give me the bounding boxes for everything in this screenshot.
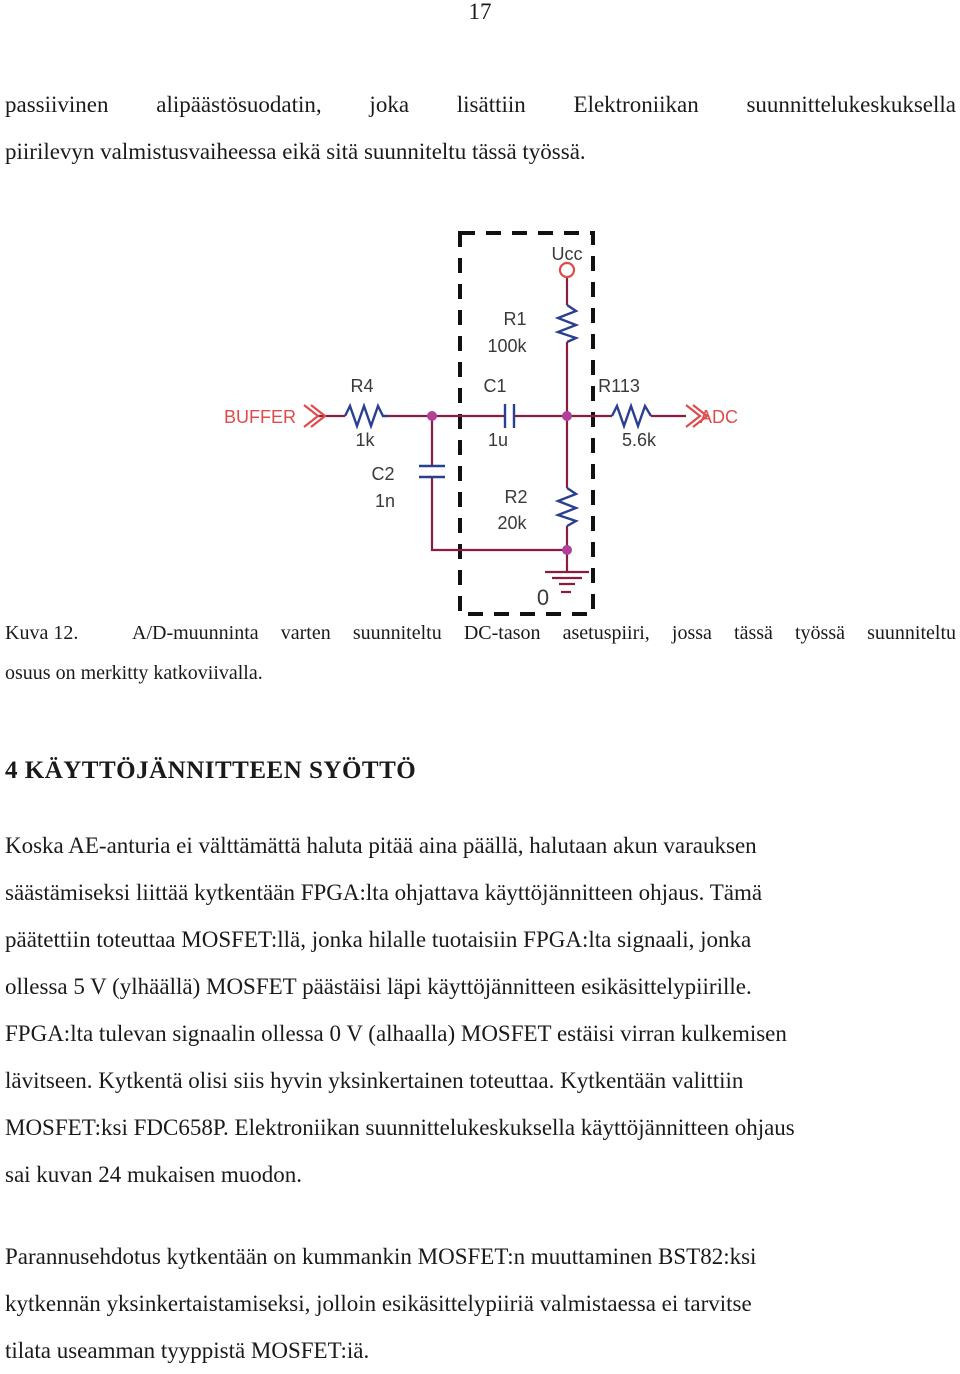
text-line: kytkennän yksinkertaistamiseksi, jolloin esikäsittelypiiriä valmistaessa ei tarvitse bbox=[5, 1291, 752, 1316]
ucc-terminal bbox=[560, 263, 574, 277]
capacitor-c2 bbox=[419, 466, 445, 477]
text-line: tilata useamman tyyppistä MOSFET:iä. bbox=[5, 1338, 370, 1363]
text-line: piirilevyn valmistusvaiheessa eikä sitä suunniteltu tässä työssä. bbox=[5, 139, 586, 164]
text-line: ollessa 5 V (ylhäällä) MOSFET päästäisi läpi käyttöjännitteen esikäsittelypiirille. bbox=[5, 974, 752, 999]
section-paragraph-1 bbox=[5, 822, 956, 1198]
text-line: Koska AE-anturia ei välttämättä haluta pitää aina päällä, halutaan akun varauksen bbox=[5, 833, 757, 858]
intro-paragraph bbox=[5, 81, 956, 175]
r2-name-label: R2 bbox=[504, 487, 528, 507]
text-line: päätettiin toteuttaa MOSFET:llä, jonka hilalle tuotaisiin FPGA:lta signaali, jonka bbox=[5, 927, 752, 952]
adc-label: ADC bbox=[700, 407, 739, 427]
text-line: Parannusehdotus kytkentään on kummankin MOSFET:n muuttaminen BST82:ksi bbox=[5, 1244, 757, 1269]
ground-label: 0 bbox=[536, 585, 550, 610]
text-line: passiivinen alipäästösuodatin, joka lisättiin Elektroniikan suunnittelukeskuksella bbox=[5, 92, 956, 117]
r4-value-label: 1k bbox=[355, 430, 375, 450]
resistor-r4 bbox=[345, 406, 388, 426]
capacitor-c1 bbox=[505, 404, 514, 428]
caption-text-continued: osuus on merkitty katkoviivalla. bbox=[5, 662, 263, 684]
section-paragraph-2 bbox=[5, 1233, 956, 1374]
text-line: lävitseen. Kytkentä olisi siis hyvin yksinkertainen toteuttaa. Kytkentään valittiin bbox=[5, 1068, 744, 1093]
ground-symbol bbox=[545, 572, 589, 592]
text-line: MOSFET:ksi FDC658P. Elektroniikan suunnittelukeskuksella käyttöjännitteen ohjaus bbox=[5, 1115, 795, 1140]
dashed-boundary bbox=[460, 233, 593, 614]
page-number: 17 bbox=[468, 0, 492, 24]
junction-node bbox=[562, 411, 572, 421]
c2-name-label: C2 bbox=[371, 464, 395, 484]
junction-node bbox=[427, 411, 437, 421]
text-line: FPGA:lta tulevan signaalin ollessa 0 V (alhaalla) MOSFET estäisi virran kulkemisen bbox=[5, 1021, 787, 1046]
resistor-r1 bbox=[558, 305, 576, 342]
c1-name-label: C1 bbox=[483, 376, 507, 396]
r4-name-label: R4 bbox=[350, 376, 374, 396]
c2-value-label: 1n bbox=[374, 491, 396, 511]
component-labels bbox=[224, 244, 738, 610]
r1-name-label: R1 bbox=[503, 309, 527, 329]
r113-value-label: 5.6k bbox=[621, 430, 657, 450]
design-boundary-dashed bbox=[460, 233, 593, 614]
resistor-r113 bbox=[612, 406, 651, 426]
ground-lines bbox=[545, 572, 589, 584]
r113-name-label: R113 bbox=[598, 376, 640, 396]
section-heading: 4 KÄYTTÖJÄNNITTEEN SYÖTTÖ bbox=[5, 757, 417, 784]
caption-text: A/D-muunninta varten suunniteltu DC-tason asetuspiiri, jossa tässä työssä suunniteltu bbox=[132, 622, 956, 644]
caption-label: Kuva 12. bbox=[5, 622, 79, 644]
circuit-schematic bbox=[0, 220, 960, 620]
ucc-label: Ucc bbox=[551, 244, 583, 264]
text-line: sai kuvan 24 mukaisen muodon. bbox=[5, 1162, 303, 1187]
c1-value-label: 1u bbox=[487, 430, 509, 450]
r2-value-label: 20k bbox=[497, 513, 527, 533]
resistor-r2 bbox=[558, 488, 576, 526]
buffer-label: BUFFER bbox=[224, 407, 296, 427]
junction-node bbox=[562, 545, 572, 555]
text-line: säästämiseksi liittää kytkentään FPGA:lta ohjattava käyttöjännitteen ohjaus. Tämä bbox=[5, 880, 763, 905]
figure-caption bbox=[5, 613, 956, 693]
r1-value-label: 100k bbox=[487, 336, 527, 356]
